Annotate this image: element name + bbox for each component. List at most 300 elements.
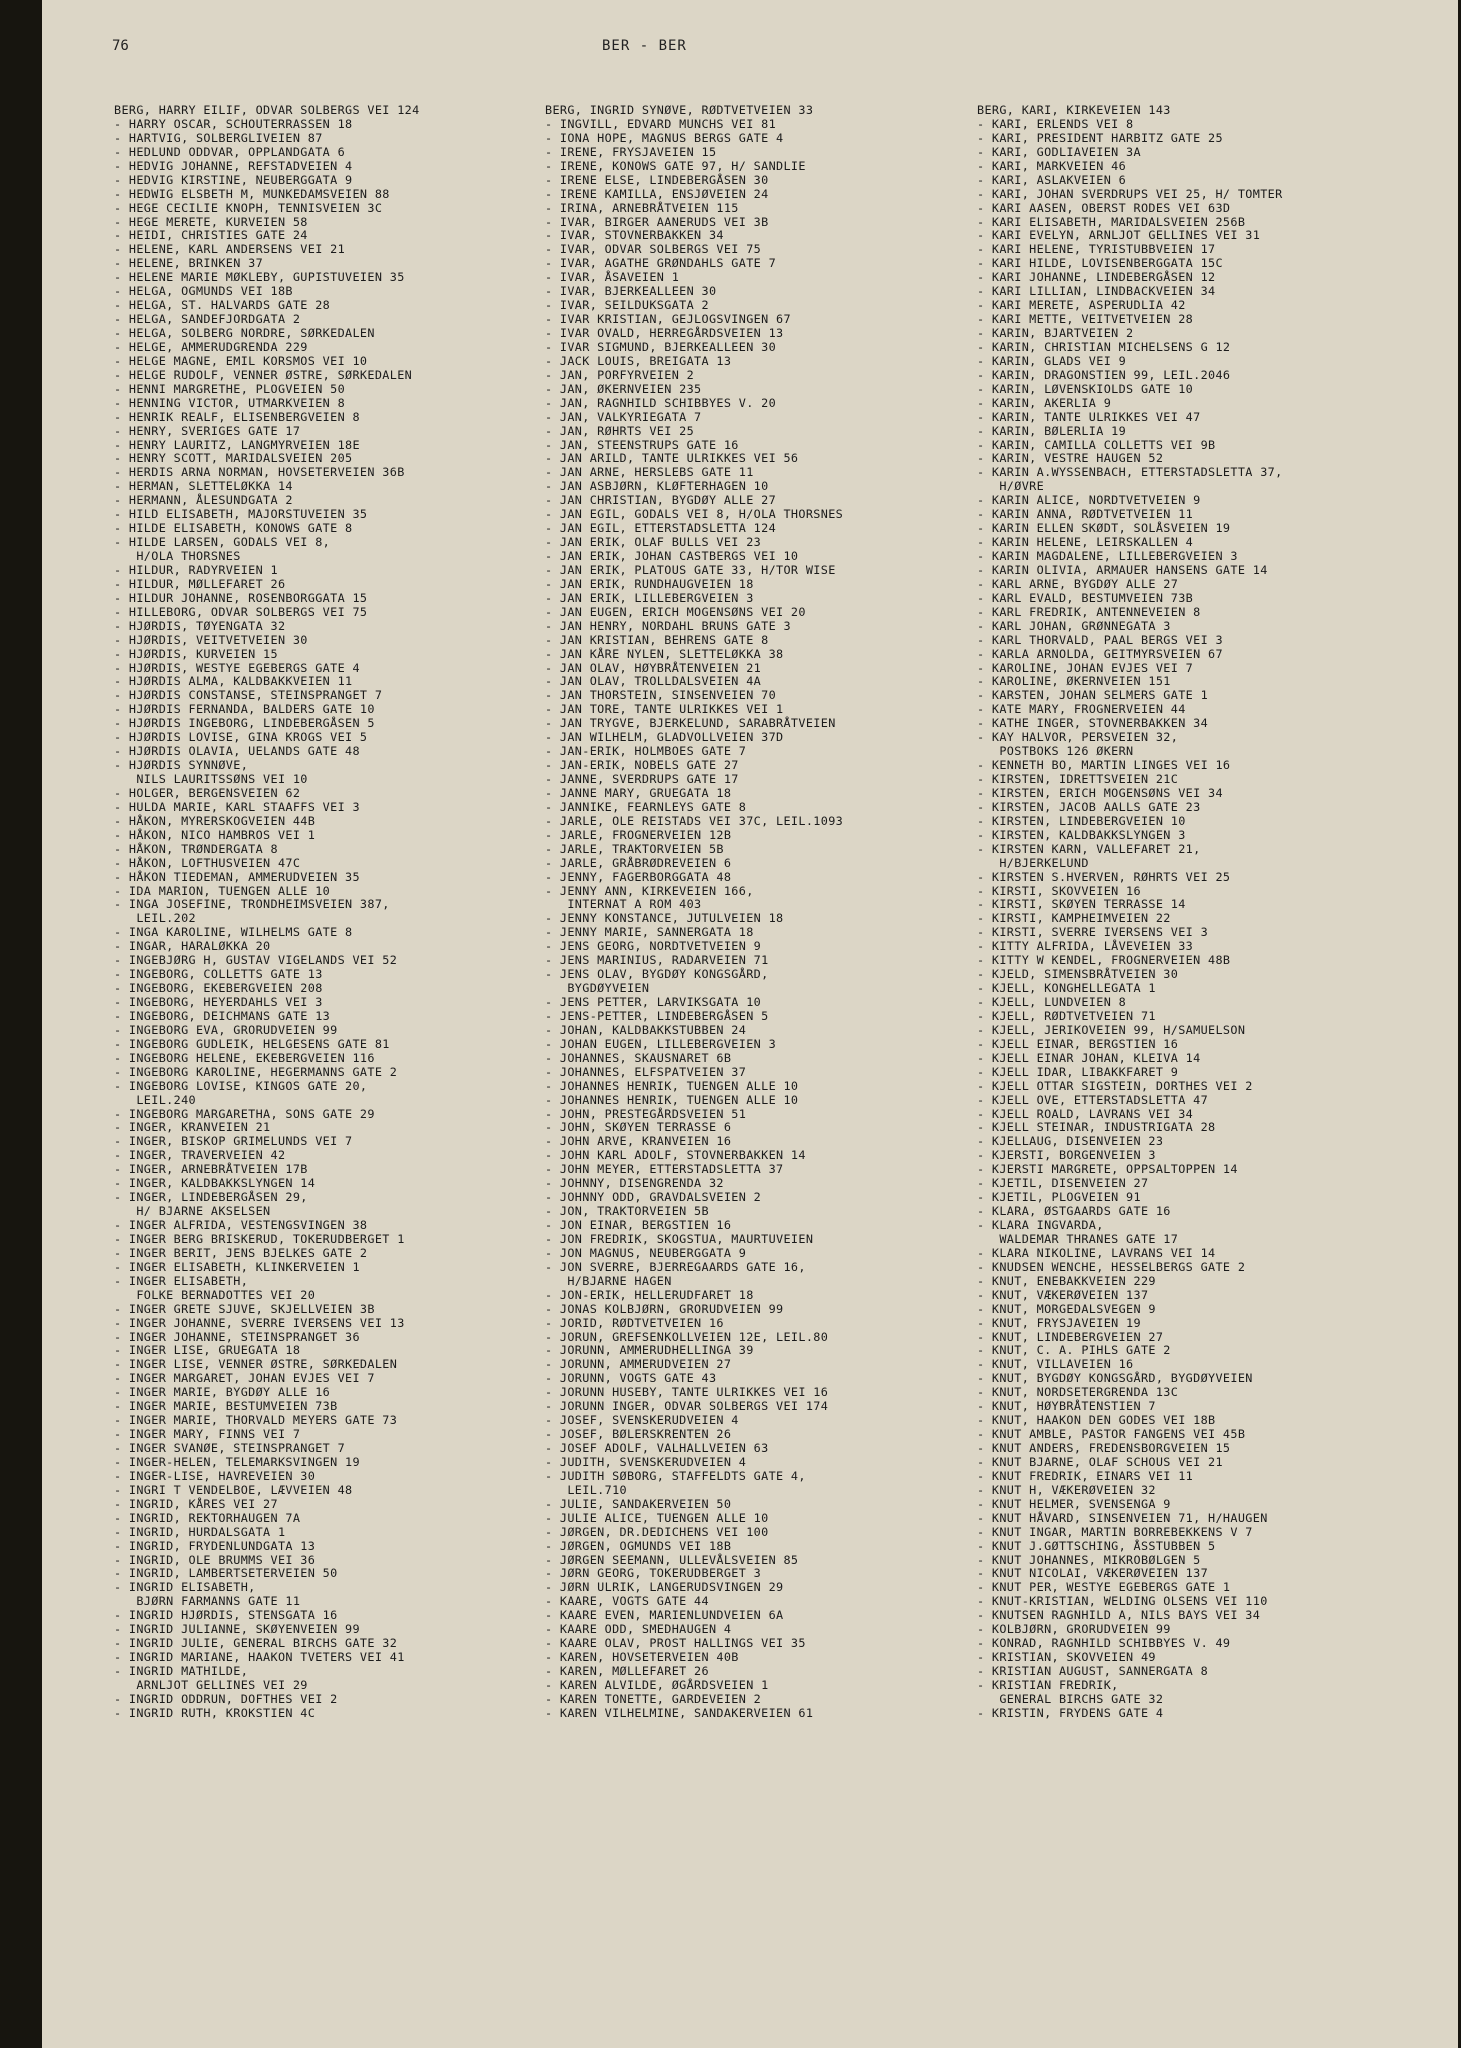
directory-entry-line: - JAN OLAV, TROLLDALSVEIEN 4A [545,674,762,689]
directory-entry-line: - JAN ERIK, PLATOUS GATE 33, H/TOR WISE [545,562,836,577]
directory-entry-line: - JENS OLAV, BYGDØY KONGSGÅRD, [545,967,769,982]
directory-entry-line: - INGEBORG GUDLEIK, HELGESENS GATE 81 [114,1036,390,1051]
directory-entry-line: - KNUT HÅVARD, SINSENVEIEN 71, H/HAUGEN [977,1510,1268,1525]
directory-entry-line: - JAN HENRY, NORDAHL BRUNS GATE 3 [545,618,791,633]
directory-entry-line: - KARL JOHAN, GRØNNEGATA 3 [977,618,1171,633]
directory-entry-line: - HEIDI, CHRISTIES GATE 24 [114,228,308,243]
directory-entry-line: - HÅKON, LOFTHUSVEIEN 47C [114,855,301,870]
directory-entry-line: H/ØVRE [977,479,1045,494]
directory-entry-line: - KENNETH BO, MARTIN LINGES VEI 16 [977,758,1231,773]
directory-entry-line: - HÅKON, MYRERSKOGVEIEN 44B [114,813,316,828]
directory-entry-line: - KARI, ERLENDS VEI 8 [977,116,1134,131]
directory-entry-line: - JON MAGNUS, NEUBERGGATA 9 [545,1245,747,1260]
directory-entry-line: - JAN ARILD, TANTE ULRIKKES VEI 56 [545,451,799,466]
directory-entry-line: - JAN, STEENSTRUPS GATE 16 [545,437,739,452]
directory-entry-line: - KNUT NICOLAI, VÆKERØVEIEN 137 [977,1566,1209,1581]
directory-entry-line: - JOHNNY, DISENGRENDA 32 [545,1176,724,1191]
directory-entry-line: - KATHE INGER, STOVNERBAKKEN 34 [977,716,1209,731]
directory-entry-line: - INGRID JULIANNE, SKØYENVEIEN 99 [114,1622,360,1637]
directory-column-left [114,104,544,1721]
directory-entry-line: - KNUT J.GØTTSCHING, ÅSSTUBBEN 5 [977,1538,1216,1553]
directory-entry-line: - JOHN, PRESTEGÅRDSVEIEN 51 [545,1106,747,1121]
directory-entry-line: - IVAR, STOVNERBAKKEN 34 [545,228,724,243]
directory-entry-line: - INGER, BISKOP GRIMELUNDS VEI 7 [114,1134,353,1149]
directory-entry-line: - JANNE MARY, GRUEGATA 18 [545,785,732,800]
directory-entry-line: - JON-ERIK, HELLERUDFARET 18 [545,1287,754,1302]
directory-entry-line: - JAN ARNE, HERSLEBS GATE 11 [545,465,754,480]
directory-entry-line: - JULIE, SANDAKERVEIEN 50 [545,1496,732,1511]
directory-entry-line: - KJELL, JERIKOVEIEN 99, H/SAMUELSON [977,1022,1246,1037]
directory-entry-line: - KJELL EINAR JOHAN, KLEIVA 14 [977,1050,1201,1065]
directory-entry-line: - JOHANNES HENRIK, TUENGEN ALLE 10 [545,1078,799,1093]
directory-entry-line: - JAN ERIK, RUNDHAUGVEIEN 18 [545,576,754,591]
directory-entry-line: - JAN, RØHRTS VEI 25 [545,423,695,438]
directory-entry-line: - JOHANNES, SKAUSNARET 6B [545,1050,732,1065]
directory-entry-line: - INGRID ODDRUN, DOFTHES VEI 2 [114,1691,338,1706]
directory-entry-line: BERG, INGRID SYNØVE, RØDTVETVEIEN 33 [545,103,814,117]
directory-entry-line: - HJØRDIS FERNANDA, BALDERS GATE 10 [114,702,375,717]
directory-entry-line: - JAN EUGEN, ERICH MOGENSØNS VEI 20 [545,604,806,619]
directory-entry-line: - INGER GRETE SJUVE, SKJELLVEIEN 3B [114,1301,375,1316]
directory-entry-line: - INGER, ARNEBRÅTVEIEN 17B [114,1162,308,1177]
directory-entry-line: - IRENE KAMILLA, ENSJØVEIEN 24 [545,186,769,201]
directory-entry-line: - KNUT JOHANNES, MIKROBØLGEN 5 [977,1552,1201,1567]
directory-entry-line: LEIL.202 [114,911,196,926]
directory-entry-line: - KRISTIAN FREDRIK, [977,1677,1119,1692]
directory-entry-line: - KRISTIAN AUGUST, SANNERGATA 8 [977,1664,1209,1678]
directory-entry-line: - HEGE CECILIE KNOPH, TENNISVEIEN 3C [114,200,383,215]
directory-entry-line: - HARTVIG, SOLBERGLIVEIEN 87 [114,130,323,145]
directory-entry-line: - HELGA, ST. HALVARDS GATE 28 [114,298,331,313]
directory-entry-line: - KAARE EVEN, MARIENLUNDVEIEN 6A [545,1608,784,1623]
directory-entry-line: - IRENE ELSE, LINDEBERGÅSEN 30 [545,172,769,187]
directory-entry-line: - KIRSTEN S.HVERVEN, RØHRTS VEI 25 [977,869,1231,884]
directory-entry-line: - KARIN A.WYSSENBACH, ETTERSTADSLETTA 37, [977,465,1283,480]
directory-entry-line: - INGER, KALDBAKKSLYNGEN 14 [114,1176,316,1191]
directory-entry-line: - KNUT INGAR, MARTIN BORREBEKKENS V 7 [977,1524,1253,1539]
directory-entry-line: - KARI, ASLAKVEIEN 6 [977,172,1127,187]
directory-entry-line: - IRINA, ARNEBRÅTVEIEN 115 [545,200,739,215]
directory-entry-line: - JAN ERIK, OLAF BULLS VEI 23 [545,535,762,550]
directory-entry-line: - JANNE, SVERDRUPS GATE 17 [545,772,739,786]
directory-entry-line: - HENRY LAURITZ, LANGMYRVEIEN 18E [114,437,360,452]
directory-entry-line: - KNUT, VILLAVEIEN 16 [977,1357,1134,1372]
directory-entry-line: - INGER, TRAVERVEIEN 42 [114,1148,286,1163]
directory-entry-line: - INGVILL, EDVARD MUNCHS VEI 81 [545,116,777,131]
directory-entry-line: - HENNING VICTOR, UTMARKVEIEN 8 [114,395,346,410]
directory-entry-line: - HERMAN, SLETTELØKKA 14 [114,479,293,494]
directory-entry-line: - KITTY ALFRIDA, LÅVEVEIEN 33 [977,939,1194,954]
directory-entry-line: - KJELD, SIMENSBRÅTVEIEN 30 [977,967,1179,982]
directory-entry-line: - HEDVIG JOHANNE, REFSTADVEIEN 4 [114,158,353,173]
directory-entry-line: - INGER, LINDEBERGÅSEN 29, [114,1190,308,1205]
directory-entry-line: - INGER JOHANNE, STEINSPRANGET 36 [114,1329,360,1344]
directory-entry-line: - JOHN KARL ADOLF, STOVNERBAKKEN 14 [545,1148,806,1163]
directory-entry-line: - HILDUR, RADYRVEIEN 1 [114,562,278,577]
directory-entry-line: - KARIN, LØVENSKIOLDS GATE 10 [977,381,1194,396]
directory-entry-line: - HULDA MARIE, KARL STAAFFS VEI 3 [114,799,360,814]
directory-column-right [977,104,1407,1721]
directory-entry-line: - KAREN ALVILDE, ØGÅRDSVEIEN 1 [545,1677,769,1692]
directory-entry-line: - INGER BERG BRISKERUD, TOKERUDBERGET 1 [114,1231,405,1246]
running-head: BER - BER [602,38,687,54]
directory-entry-line: - KARI EVELYN, ARNLJOT GELLINES VEI 31 [977,228,1261,243]
directory-entry-line: - KARL FREDRIK, ANTENNEVEIEN 8 [977,604,1201,619]
directory-entry-line: - KIRSTI, SVERRE IVERSENS VEI 3 [977,925,1209,940]
directory-entry-line: - KJERSTI, BORGENVEIEN 3 [977,1148,1156,1163]
directory-entry-line: - KARI JOHANNE, LINDEBERGÅSEN 12 [977,270,1216,285]
directory-entry-line: - HÅKON TIEDEMAN, AMMERUDVEIEN 35 [114,869,360,884]
directory-entry-line: - JENS PETTER, LARVIKSGATA 10 [545,995,762,1009]
directory-entry-line: - KNUT-KRISTIAN, WELDING OLSENS VEI 110 [977,1594,1268,1609]
directory-entry-line: - KARIN, CAMILLA COLLETTS VEI 9B [977,437,1216,452]
directory-entry-line: - HENRY, SVERIGES GATE 17 [114,423,301,438]
directory-entry-line: - HILDE LARSEN, GODALS VEI 8, [114,535,331,550]
directory-entry-line: - KAROLINE, JOHAN EVJES VEI 7 [977,660,1194,675]
directory-entry-line: - KARSTEN, JOHAN SELMERS GATE 1 [977,688,1209,703]
directory-entry-line: - KJETIL, DISENVEIEN 27 [977,1176,1149,1191]
directory-entry-line: - JENS-PETTER, LINDEBERGÅSEN 5 [545,1008,769,1023]
directory-entry-line: - HELGA, OGMUNDS VEI 18B [114,284,293,299]
directory-entry-line: - KARI AASEN, OBERST RODES VEI 63D [977,200,1231,215]
directory-entry-line: - KARIN ALICE, NORDTVETVEIEN 9 [977,493,1201,508]
directory-entry-line: - INGER MARIE, THORVALD MEYERS GATE 73 [114,1413,398,1428]
directory-entry-line: - KARI, JOHAN SVERDRUPS VEI 25, H/ TOMTER [977,186,1283,201]
directory-entry-line: - KATE MARY, FROGNERVEIEN 44 [977,702,1186,717]
directory-entry-line: - KJELLAUG, DISENVEIEN 23 [977,1134,1164,1149]
directory-entry-line: - JØRN GEORG, TOKERUDBERGET 3 [545,1566,762,1581]
directory-entry-line: - HJØRDIS, TØYENGATA 32 [114,618,286,633]
directory-entry-line: - JUDITH SØBORG, STAFFELDTS GATE 4, [545,1468,806,1483]
directory-entry-line: - JAN, VALKYRIEGATA 7 [545,409,702,424]
directory-entry-line: NILS LAURITSSØNS VEI 10 [114,772,308,786]
directory-entry-line: - HEDLUND ODDVAR, OPPLANDGATA 6 [114,144,346,159]
directory-entry-line: - HILD ELISABETH, MAJORSTUVEIEN 35 [114,507,368,522]
directory-entry-line: - KARIN, CHRISTIAN MICHELSENS G 12 [977,339,1231,354]
directory-entry-line: - KRISTIAN, SKOVVEIEN 49 [977,1650,1156,1665]
directory-entry-line: - KAY HALVOR, PERSVEIEN 32, [977,730,1179,745]
directory-entry-line: - HJØRDIS, WESTYE EGEBERGS GATE 4 [114,660,360,675]
directory-entry-line: - INGEBJØRG H, GUSTAV VIGELANDS VEI 52 [114,953,398,968]
directory-entry-line: - JAN ERIK, LILLEBERGVEIEN 3 [545,590,754,605]
directory-entry-line: - KARI, GODLIAVEIEN 3A [977,144,1141,159]
directory-entry-line: - INGRID, HURDALSGATA 1 [114,1524,286,1539]
directory-entry-line: - HELGE RUDOLF, VENNER ØSTRE, SØRKEDALEN [114,367,413,382]
directory-entry-line: - JORUN, GREFSENKOLLVEIEN 12E, LEIL.80 [545,1329,829,1344]
directory-entry-line: - INGER MARIE, BESTUMVEIEN 73B [114,1399,338,1414]
directory-entry-line: - HILDE ELISABETH, KONOWS GATE 8 [114,521,353,536]
directory-entry-line: - INGER BERIT, JENS BJELKES GATE 2 [114,1245,368,1260]
directory-entry-line: - KJELL EINAR, BERGSTIEN 16 [977,1036,1179,1051]
directory-entry-line: - KARI HILDE, LOVISENBERGGATA 15C [977,256,1223,271]
directory-entry-line: - HÅKON, TRØNDERGATA 8 [114,841,278,856]
directory-entry-line: - KARI HELENE, TYRISTUBBVEIEN 17 [977,242,1216,257]
directory-entry-line: - IVAR SIGMUND, BJERKEALLEEN 30 [545,339,777,354]
directory-entry-line: - INGRID, KÅRES VEI 27 [114,1496,278,1511]
directory-entry-line: - JOHN, SKØYEN TERRASSE 6 [545,1120,732,1135]
directory-entry-line: POSTBOKS 126 ØKERN [977,744,1134,759]
directory-entry-line: - KARIN, VESTRE HAUGEN 52 [977,451,1164,466]
directory-entry-line: - IRENE, KONOWS GATE 97, H/ SANDLIE [545,158,806,173]
directory-entry-line: - IVAR, ODVAR SOLBERGS VEI 75 [545,242,762,257]
directory-entry-line: - KARIN ELLEN SKØDT, SOLÅSVEIEN 19 [977,521,1231,536]
directory-entry-line: - JORUNN INGER, ODVAR SOLBERGS VEI 174 [545,1399,829,1414]
directory-entry-line: - INGER-LISE, HAVREVEIEN 30 [114,1468,316,1483]
directory-entry-line: - KITTY W KENDEL, FROGNERVEIEN 48B [977,953,1231,968]
directory-entry-line: - KARI METTE, VEITVETVEIEN 28 [977,312,1194,327]
directory-entry-line: - INGRID ELISABETH, [114,1580,256,1595]
directory-entry-line: - JAN KÅRE NYLEN, SLETTELØKKA 38 [545,646,784,661]
directory-entry-line: - KARL THORVALD, PAAL BERGS VEI 3 [977,632,1223,647]
directory-entry-line: - INGRID MARIANE, HAAKON TVETERS VEI 41 [114,1650,405,1665]
directory-entry-line: - INGRID, FRYDENLUNDGATA 13 [114,1538,316,1553]
directory-entry-line: - HENRIK REALF, ELISENBERGVEIEN 8 [114,409,360,424]
directory-entry-line: - IVAR, BJERKEALLEEN 30 [545,284,717,299]
directory-entry-line: - INGER SVANØE, STEINSPRANGET 7 [114,1441,346,1455]
directory-entry-line: - HERMANN, ÅLESUNDGATA 2 [114,493,293,508]
directory-entry-line: - JON SVERRE, BJERREGAARDS GATE 16, [545,1259,806,1274]
directory-entry-line: - KJELL OTTAR SIGSTEIN, DORTHES VEI 2 [977,1078,1253,1093]
directory-entry-line: - HELGE, AMMERUDGRENDA 229 [114,339,308,354]
directory-entry-line: - KNUT, NORDSETERGRENDA 13C [977,1385,1179,1400]
directory-entry-line: - JAN-ERIK, HOLMBOES GATE 7 [545,744,747,759]
directory-entry-line: - INGER ELISABETH, [114,1273,249,1288]
directory-entry-line: - JOSEF ADOLF, VALHALLVEIEN 63 [545,1441,769,1455]
directory-entry-line: - INGEBORG, HEYERDAHLS VEI 3 [114,995,323,1009]
directory-entry-line: - INGEBORG, DEICHMANS GATE 13 [114,1008,331,1023]
directory-entry-line: - INGEBORG HELENE, EKEBERGVEIEN 116 [114,1050,375,1065]
directory-entry-line: - JAN ASBJØRN, KLØFTERHAGEN 10 [545,479,769,494]
directory-entry-line: - HENNI MARGRETHE, PLOGVEIEN 50 [114,381,346,396]
directory-entry-line: - HJØRDIS CONSTANSE, STEINSPRANGET 7 [114,688,383,703]
directory-entry-line: - KAREN, HOVSETERVEIEN 40B [545,1650,739,1665]
directory-entry-line: - JARLE, OLE REISTADS VEI 37C, LEIL.1093 [545,813,844,828]
directory-entry-line: - IVAR OVALD, HERREGÅRDSVEIEN 13 [545,326,784,340]
directory-entry-line: - INGEBORG MARGARETHA, SONS GATE 29 [114,1106,375,1121]
directory-entry-line: - KARI MERETE, ASPERUDLIA 42 [977,298,1186,313]
directory-entry-line: - INGER, KRANVEIEN 21 [114,1120,271,1135]
directory-entry-line: - KONRAD, RAGNHILD SCHIBBYES V. 49 [977,1636,1231,1651]
directory-entry-line: - JAN WILHELM, GLADVOLLVEIEN 37D [545,730,784,745]
directory-entry-line: - KAROLINE, ØKERNVEIEN 151 [977,674,1171,689]
directory-entry-line: - KNUT H, VÆKERØVEIEN 32 [977,1482,1156,1497]
directory-entry-line: - KLARA NIKOLINE, LAVRANS VEI 14 [977,1245,1216,1260]
directory-entry-line: - IVAR KRISTIAN, GEJLOGSVINGEN 67 [545,312,791,327]
directory-entry-line: - JØRN ULRIK, LANGERUDSVINGEN 29 [545,1580,784,1595]
directory-entry-line: - KIRSTEN KARN, VALLEFARET 21, [977,841,1201,856]
directory-entry-line: - KAARE, VOGTS GATE 44 [545,1594,709,1609]
directory-entry-line: - INGRID, REKTORHAUGEN 7A [114,1510,301,1525]
directory-entry-line: - JENNY ANN, KIRKEVEIEN 166, [545,883,754,898]
directory-entry-line: - INGRID HJØRDIS, STENSGATA 16 [114,1608,338,1623]
directory-entry-line: - JORUNN, AMMERUDVEIEN 27 [545,1357,732,1372]
directory-entry-line: - KNUT, HAAKON DEN GODES VEI 18B [977,1413,1216,1428]
directory-entry-line: - INGRID RUTH, KROKSTIEN 4C [114,1705,316,1720]
directory-entry-line: LEIL.240 [114,1092,196,1107]
directory-entry-line: - KNUT, ENEBAKKVEIEN 229 [977,1273,1156,1288]
directory-entry-line: - KJELL IDAR, LIBAKKFARET 9 [977,1064,1179,1079]
directory-entry-line: - KNUT, BYGDØY KONGSGÅRD, BYGDØYVEIEN [977,1371,1253,1386]
directory-entry-line: - IDA MARION, TUENGEN ALLE 10 [114,883,331,898]
directory-entry-line: - JAN CHRISTIAN, BYGDØY ALLE 27 [545,493,777,508]
directory-entry-line: - JARLE, FROGNERVEIEN 12B [545,827,732,842]
directory-entry-line: - JØRGEN SEEMANN, ULLEVÅLSVEIEN 85 [545,1552,799,1567]
directory-entry-line: - INGER-HELEN, TELEMARKSVINGEN 19 [114,1454,360,1469]
directory-entry-line: - KARIN, BØLERLIA 19 [977,423,1127,438]
directory-entry-line: - JAN KRISTIAN, BEHRENS GATE 8 [545,632,769,647]
directory-entry-line: - IONA HOPE, MAGNUS BERGS GATE 4 [545,130,784,145]
directory-entry-line: - JUDITH, SVENSKERUDVEIEN 4 [545,1454,747,1469]
directory-entry-line: - JORID, RØDTVETVEIEN 16 [545,1315,724,1330]
page-number: 76 [112,38,129,54]
directory-entry-line: - KARL EVALD, BESTUMVEIEN 73B [977,590,1194,605]
directory-entry-line: - KARIN, BJARTVEIEN 2 [977,326,1134,340]
directory-entry-line: - KNUT ANDERS, FREDENSBORGVEIEN 15 [977,1441,1231,1455]
directory-entry-line: - JARLE, GRÅBRØDREVEIEN 6 [545,855,732,870]
directory-entry-line: - HEGE MERETE, KURVEIEN 58 [114,214,308,229]
directory-entry-line: - KARI ELISABETH, MARIDALSVEIEN 256B [977,214,1246,229]
directory-entry-line: H/BJERKELUND [977,855,1089,870]
directory-entry-line: - KIRSTI, SKØYEN TERRASSE 14 [977,897,1186,912]
directory-entry-line: - HJØRDIS, VEITVETVEIEN 30 [114,632,308,647]
directory-entry-line: - KJETIL, PLOGVEIEN 91 [977,1190,1141,1205]
directory-entry-line: - KIRSTI, SKOVVEIEN 16 [977,883,1141,898]
directory-entry-line: - KARIN OLIVIA, ARMAUER HANSENS GATE 14 [977,562,1268,577]
directory-entry-line: - JOHN MEYER, ETTERSTADSLETTA 37 [545,1162,784,1177]
directory-entry-line: - KARIN, GLADS VEI 9 [977,353,1127,368]
directory-entry-line: - KNUT PER, WESTYE EGEBERGS GATE 1 [977,1580,1231,1595]
directory-entry-line: - KARIN ANNA, RØDTVETVEIEN 11 [977,507,1194,522]
directory-entry-line: - KIRSTEN, LINDEBERGVEIEN 10 [977,813,1186,828]
directory-entry-line: - KNUT, LINDEBERGVEIEN 27 [977,1329,1164,1344]
directory-entry-line: - JØRGEN, OGMUNDS VEI 18B [545,1538,732,1553]
directory-entry-line: - IVAR, SEILDUKSGATA 2 [545,298,709,313]
directory-entry-line: - IRENE, FRYSJAVEIEN 15 [545,144,717,159]
directory-entry-line: - INGER MARGARET, JOHAN EVJES VEI 7 [114,1371,375,1386]
directory-entry-line: - KJELL OVE, ETTERSTADSLETTA 47 [977,1092,1209,1107]
directory-entry-line: - KNUDSEN WENCHE, HESSELBERGS GATE 2 [977,1259,1246,1274]
directory-entry-line: - KARIN, DRAGONSTIEN 99, LEIL.2046 [977,367,1231,382]
directory-entry-line: GENERAL BIRCHS GATE 32 [977,1691,1164,1706]
directory-entry-line: - INGEBORG, COLLETTS GATE 13 [114,967,323,982]
directory-entry-line: H/OLA THORSNES [114,549,241,563]
directory-entry-line: - IVAR, BIRGER AANERUDS VEI 3B [545,214,769,229]
directory-entry-line: - JAN, RAGNHILD SCHIBBYES V. 20 [545,395,777,410]
directory-entry-line: - KARIN, AKERLIA 9 [977,395,1112,410]
directory-entry-line: - JOHANNES HENRIK, TUENGEN ALLE 10 [545,1092,799,1107]
directory-entry-line: - JOHNNY ODD, GRAVDALSVEIEN 2 [545,1190,762,1205]
directory-entry-line: - JØRGEN, DR.DEDICHENS VEI 100 [545,1524,769,1539]
directory-entry-line: - KNUT, VÆKERØVEIEN 137 [977,1287,1149,1302]
directory-entry-line: - KNUT BJARNE, OLAF SCHOUS VEI 21 [977,1454,1223,1469]
directory-entry-line: - KLARA, ØSTGAARDS GATE 16 [977,1204,1171,1219]
directory-entry-line: - HILLEBORG, ODVAR SOLBERGS VEI 75 [114,604,368,619]
directory-entry-line: - KARIN MAGDALENE, LILLEBERGVEIEN 3 [977,549,1238,563]
directory-entry-line: - HELGA, SANDEFJORDGATA 2 [114,312,301,327]
directory-entry-line: - HARRY OSCAR, SCHOUTERRASSEN 18 [114,116,353,131]
directory-entry-line: - INGRI T VENDELBOE, LÆVVEIEN 48 [114,1482,353,1497]
directory-entry-line: WALDEMAR THRANES GATE 17 [977,1231,1179,1246]
directory-entry-line: - JAN ERIK, JOHAN CASTBERGS VEI 10 [545,549,799,563]
directory-entry-line: - JON FREDRIK, SKOGSTUA, MAURTUVEIEN [545,1231,814,1246]
directory-entry-line: - JENNY KONSTANCE, JUTULVEIEN 18 [545,911,784,926]
directory-entry-line: - KAREN VILHELMINE, SANDAKERVEIEN 61 [545,1705,814,1720]
directory-entry-line: - KJELL, RØDTVETVEIEN 71 [977,1008,1156,1023]
directory-entry-line: - KNUT, HØYBRÅTENSTIEN 7 [977,1399,1156,1414]
directory-entry-line: - JACK LOUIS, BREIGATA 13 [545,353,732,368]
directory-entry-line: - JAN, ØKERNVEIEN 235 [545,381,702,396]
directory-entry-line: - KLARA INGVARDA, [977,1218,1104,1232]
directory-entry-line: - JAN TORE, TANTE ULRIKKES VEI 1 [545,702,784,717]
directory-entry-line: - HELGE MAGNE, EMIL KORSMOS VEI 10 [114,353,368,368]
directory-entry-line: - INGA KAROLINE, WILHELMS GATE 8 [114,925,353,940]
directory-entry-line: BERG, KARI, KIRKEVEIEN 143 [977,103,1171,117]
directory-entry-line: - JOHAN EUGEN, LILLEBERGVEIEN 3 [545,1036,777,1051]
directory-entry-line: - KARLA ARNOLDA, GEITMYRSVEIEN 67 [977,646,1223,661]
directory-entry-line: - INGEBORG, EKEBERGVEIEN 208 [114,981,323,996]
directory-entry-line: - HJØRDIS OLAVIA, UELANDS GATE 48 [114,744,360,759]
directory-entry-line: BYGDØYVEIEN [545,981,650,996]
directory-entry-line: - INGAR, HARALØKKA 20 [114,939,271,954]
directory-entry-line: - IVAR, ÅSAVEIEN 1 [545,270,680,285]
directory-entry-line: - KARL ARNE, BYGDØY ALLE 27 [977,576,1179,591]
directory-entry-line: - JAN EGIL, ETTERSTADSLETTA 124 [545,521,777,536]
directory-entry-line: - HOLGER, BERGENSVEIEN 62 [114,785,301,800]
directory-entry-line: - KAARE OLAV, PROST HALLINGS VEI 35 [545,1636,806,1651]
directory-entry-line: - KIRSTI, KAMPHEIMVEIEN 22 [977,911,1171,926]
directory-entry-line: - KRISTIN, FRYDENS GATE 4 [977,1705,1164,1720]
directory-entry-line: H/BJARNE HAGEN [545,1273,672,1288]
directory-entry-line: - JORUNN HUSEBY, TANTE ULRIKKES VEI 16 [545,1385,829,1400]
directory-entry-line: - HELENE, BRINKEN 37 [114,256,264,271]
directory-entry-line: ARNLJOT GELLINES VEI 29 [114,1677,308,1692]
directory-entry-line: - HERDIS ARNA NORMAN, HOVSETERVEIEN 36B [114,465,405,480]
directory-entry-line: - JAN TRYGVE, BJERKELUND, SARABRÅTVEIEN [545,716,836,731]
directory-entry-line: - JON, TRAKTORVEIEN 5B [545,1204,709,1219]
directory-entry-line: - JAN, PORFYRVEIEN 2 [545,367,695,382]
directory-entry-line: - JANNIKE, FEARNLEYS GATE 8 [545,799,747,814]
directory-column-middle [545,104,975,1721]
directory-entry-line: - HILDUR, MØLLEFARET 26 [114,576,286,591]
directory-entry-line: - KNUT AMBLE, PASTOR FANGENS VEI 45B [977,1427,1246,1442]
directory-entry-line: - JAN EGIL, GODALS VEI 8, H/OLA THORSNES [545,507,844,522]
directory-entry-line: - KNUT HELMER, SVENSENGA 9 [977,1496,1171,1511]
directory-entry-line: LEIL.710 [545,1482,627,1497]
directory-entry-line: - INGER ALFRIDA, VESTENGSVINGEN 38 [114,1218,368,1232]
directory-entry-line: - JENS MARINIUS, RADARVEIEN 71 [545,953,769,968]
directory-entry-line: - KNUT, C. A. PIHLS GATE 2 [977,1343,1171,1358]
directory-entry-line: - KNUT FREDRIK, EINARS VEI 11 [977,1468,1194,1483]
directory-entry-line: - INGEBORG EVA, GRORUDVEIEN 99 [114,1022,338,1037]
directory-entry-line: - INGER LISE, VENNER ØSTRE, SØRKEDALEN [114,1357,398,1372]
directory-entry-line: - HEDWIG ELSBETH M, MUNKEDAMSVEIEN 88 [114,186,390,201]
directory-entry-line: - INGEBORG KAROLINE, HEGERMANNS GATE 2 [114,1064,398,1079]
directory-entry-line: - KJELL, LUNDVEIEN 8 [977,995,1127,1009]
directory-entry-line: - JOHANNES, ELFSPATVEIEN 37 [545,1064,747,1079]
directory-entry-line: - INGER MARY, FINNS VEI 7 [114,1427,301,1442]
directory-entry-line: - JAN-ERIK, NOBELS GATE 27 [545,758,739,773]
directory-entry-line: - KNUTSEN RAGNHILD A, NILS BAYS VEI 34 [977,1608,1261,1623]
directory-entry-line: - INGA JOSEFINE, TRONDHEIMSVEIEN 387, [114,897,390,912]
directory-entry-line: - INGRID MATHILDE, [114,1664,249,1678]
directory-entry-line: - HJØRDIS SYNNØVE, [114,758,249,773]
directory-entry-line: - INGER JOHANNE, SVERRE IVERSENS VEI 13 [114,1315,405,1330]
directory-entry-line: - IVAR, AGATHE GRØNDAHLS GATE 7 [545,256,777,271]
directory-entry-line: - INGRID, OLE BRUMMS VEI 36 [114,1552,316,1567]
directory-entry-line: - JOHN ARVE, KRANVEIEN 16 [545,1134,732,1149]
directory-entry-line: - KJERSTI MARGRETE, OPPSALTOPPEN 14 [977,1162,1238,1177]
directory-entry-line: - KARI LILLIAN, LINDBACKVEIEN 34 [977,284,1216,299]
